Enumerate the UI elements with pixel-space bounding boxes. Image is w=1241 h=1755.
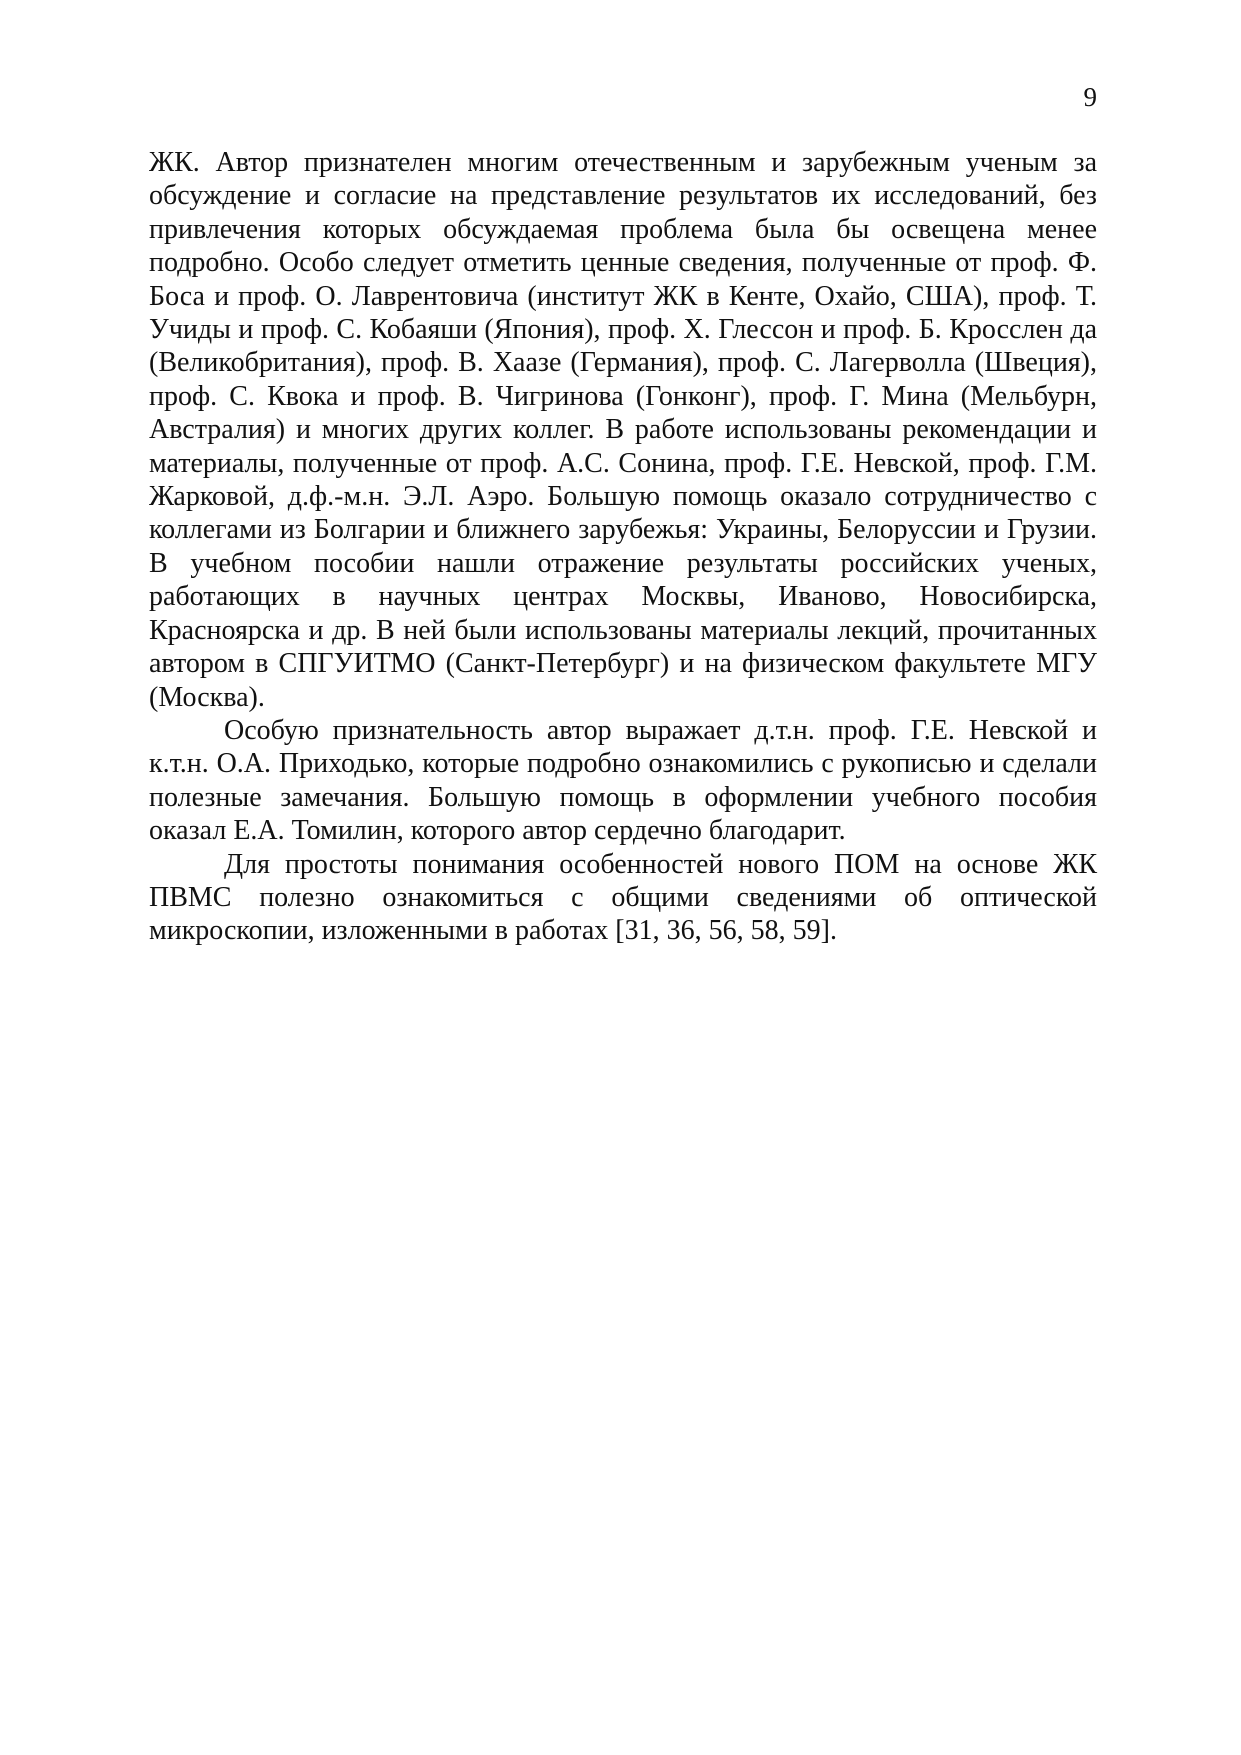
- page-number: 9: [1083, 82, 1097, 112]
- paragraph-acknowledgements: ЖК. Автор признателен многим отечественным и зарубежным ученым за обсуждение и согласие на представление результатов их исследований, без привлечения которых обсуждаемая проблема была бы освещена менее подробно. Особо следует отметить ценные сведения, полученные от проф. Ф. Боса и проф. О. Лаврентовича (институт ЖК в Кенте, Охайо, США), проф. Т. Учиды и проф. С. Кобаяши (Япония), проф. Х. Глессон и проф. Б. Кросслен да (Великобритания), проф. В. Хаазе (Германия), проф. С. Лагерволла (Швеция), проф. С. Квока и проф. В. Чигринова (Гонконг), проф. Г. Мина (Мельбурн, Австралия) и многих других коллег. В работе использованы рекомендации и материалы, полученные от проф. А.С. Сонина, проф. Г.Е. Невской, проф. Г.М. Жарковой, д.ф.-м.н. Э.Л. Аэро. Большую помощь оказало сотрудничество с коллегами из Болгарии и ближнего зарубежья: Украины, Белоруссии и Грузии. В учебном пособии нашли отражение результаты российских ученых, работающих в научных центрах Москвы, Иваново, Новосибирска, Красноярска и др. В ней были использованы материалы лекций, прочитанных автором в СПГУИТМО (Санкт-Петербург) и на физическом факультете МГУ (Москва).: [149, 147, 1097, 713]
- paragraph-microscopy-references: Для простоты понимания особенностей нового ПОМ на основе ЖК ПВМС полезно ознакомиться с общими сведениями об оптической микроскопии, изложенными в работах [31, 36, 56, 58, 59].: [149, 848, 1097, 947]
- paragraph-reviewers-thanks: Особую признательность автор выражает д.т.н. проф. Г.Е. Невской и к.т.н. О.А. Приходько, которые подробно ознакомились с рукописью и сделали полезные замечания. Большую помощь в оформлении учебного пособия оказал Е.А. Томилин, которого автор сердечно благодарит.: [149, 714, 1097, 847]
- body-text: [149, 146, 1097, 948]
